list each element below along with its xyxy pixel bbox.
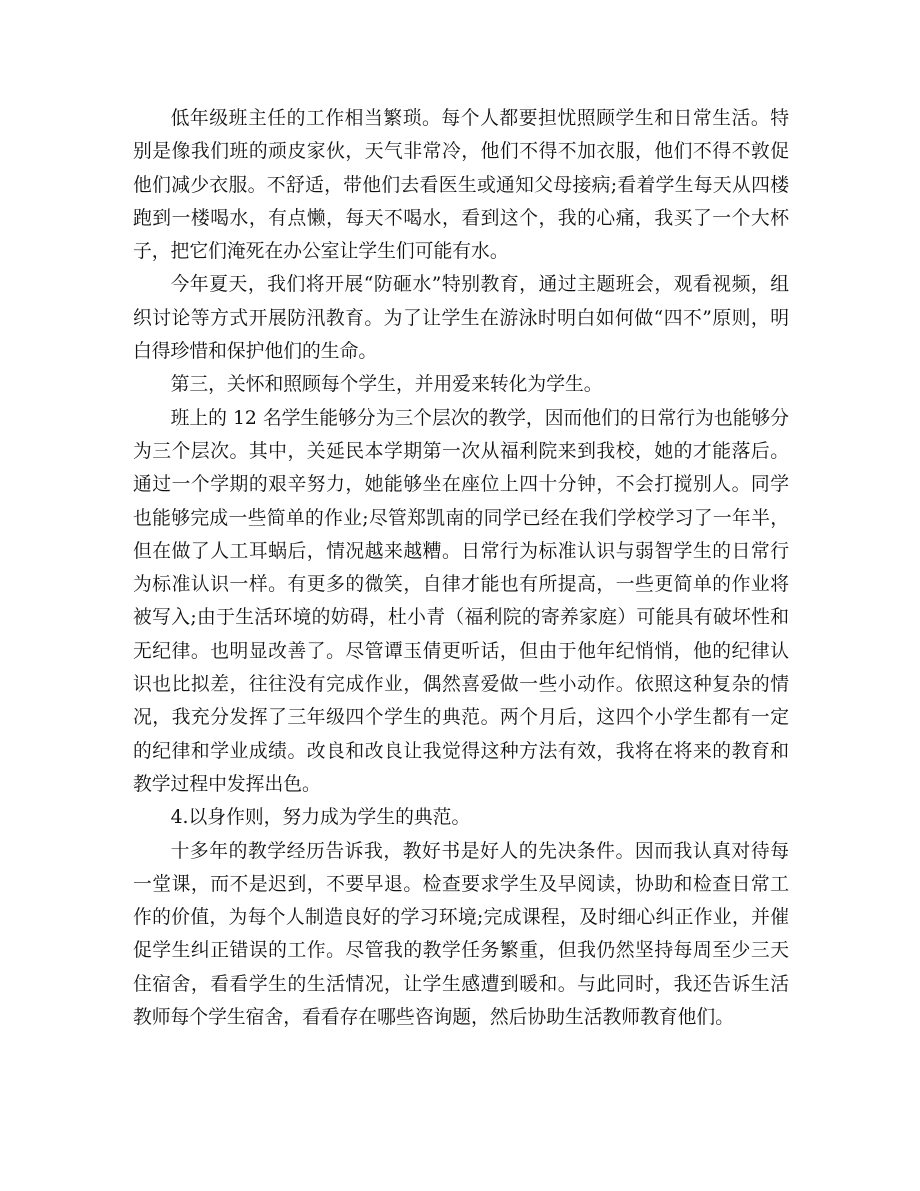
document-body [133, 102, 789, 1034]
paragraph-2: 今年夏天，我们将开展“防砸水”特别教育，通过主题班会，观看视频，组织讨论等方式开展防汛教育。为了让学生在游泳时明白如何做“四不”原则，明白得珍惜和保护他们的生命。 [133, 274, 789, 363]
paragraph-5: 4.以身作则，努力成为学生的典范。 [170, 807, 471, 829]
paragraph-4: 班上的 12 名学生能够分为三个层次的教学，因而他们的日常行为也能够分为三个层次。其中，关延民本学期第一次从福利院来到我校，她的才能落后。通过一个学期的艰辛努力，她能够坐在座位上四十分钟，不会打搅别人。同学也能够完成一些简单的作业;尽管郑凯南的同学已经在我们学校学习了一年半，但在做了人工耳蜗后，情况越来越糟。日常行为标准认识与弱智学生的日常行为标准认识一样。有更多的微笑，自律才能也有所提高，一些更简单的作业将被写入;由于生活环境的妨碍，杜小青（福利院的寄养家庭）可能具有破坏性和无纪律。也明显改善了。尽管谭玉倩更听话，但由于他年纪悄悄，他的纪律认识也比拟差，往往没有完成作业，偶然喜爱做一些小动作。依照这种复杂的情况，我充分发挥了三年级四个学生的典范。两个月后，这四个小学生都有一定的纪律和学业成绩。改良和改良让我觉得这种方法有效，我将在将来的教育和教学过程中发挥出色。 [133, 407, 789, 795]
paragraph-6: 十多年的教学经历告诉我，教好书是好人的先决条件。因而我认真对待每一堂课，而不是迟到，不要早退。检查要求学生及早阅读，协助和检查日常工作的价值，为每个人制造良好的学习环境;完成课程，及时细心纠正作业，并催促学生纠正错误的工作。尽管我的教学任务繁重，但我仍然坚持每周至少三天住宿舍，看看学生的生活情况，让学生感遭到暖和。与此同时，我还告诉生活教师每个学生宿舍，看看存在哪些咨询题，然后协助生活教师教育他们。 [133, 840, 789, 1029]
paragraph-1: 低年级班主任的工作相当繁琐。每个人都要担忧照顾学生和日常生活。特别是像我们班的顽皮家伙，天气非常冷，他们不得不加衣服，他们不得不敦促他们减少衣服。不舒适，带他们去看医生或通知父母接病;看着学生每天从四楼跑到一楼喝水，有点懒，每天不喝水，看到这个，我的心痛，我买了一个大杯子，把它们淹死在办公室让学生们可能有水。 [133, 108, 789, 263]
paragraph-3: 第三，关怀和照顾每个学生，并用爱来转化为学生。 [170, 374, 603, 396]
